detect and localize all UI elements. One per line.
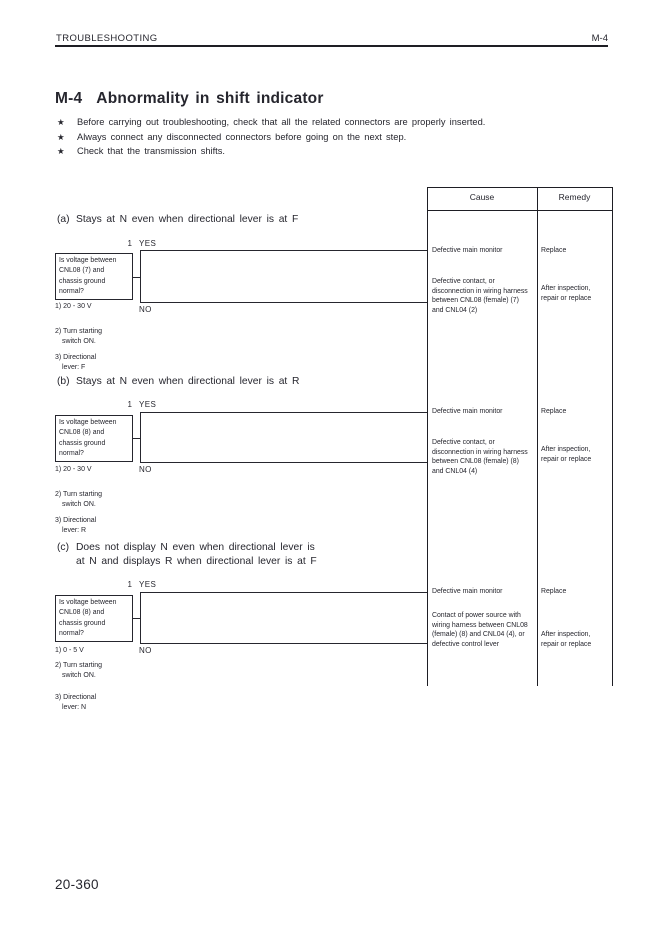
condition-item — [55, 516, 96, 535]
heading-line: Stays at N even when directional lever is at F — [76, 214, 299, 225]
condition-line: lever: F — [62, 363, 86, 371]
cause-text: Defective main monitor — [432, 408, 503, 415]
no-branch-label: NO — [139, 305, 152, 314]
branch-connector-line — [140, 592, 141, 644]
section-heading-text — [76, 541, 317, 569]
table-right-border — [612, 187, 613, 686]
condition-line: 3) Directional — [55, 517, 97, 524]
question-box — [55, 595, 133, 642]
question-line: chassis ground — [59, 439, 106, 447]
question-box — [55, 253, 133, 300]
question-line: Is voltage between — [59, 257, 117, 264]
precaution-text: Always connect any disconnected connectors before going on the next step. — [77, 131, 407, 142]
condition-item — [55, 465, 92, 475]
condition-line: switch ON. — [62, 337, 96, 345]
question-line: CNL08 (8) and — [59, 609, 105, 617]
no-branch-label: NO — [139, 646, 152, 655]
condition-line: 3) Directional — [55, 354, 97, 361]
question-box — [55, 415, 133, 462]
table-left-border — [427, 187, 428, 686]
cause-text: Contact of power source with wiring harness between CNL08 (female) (8) and CNL04 (4), or defective control lever — [432, 612, 528, 649]
condition-line: 1) 20 - 30 V — [55, 466, 92, 473]
question-line: chassis ground — [59, 277, 106, 285]
no-branch-label: NO — [139, 465, 152, 474]
condition-line: 2) Turn starting — [55, 328, 103, 335]
branch-connector-line — [140, 412, 141, 463]
question-line: normal? — [59, 450, 84, 458]
question-line: normal? — [59, 630, 84, 638]
page-title-text: Abnormality in shift indicator — [96, 90, 324, 107]
yes-branch-label: YES — [139, 580, 157, 589]
yes-branch-line — [140, 412, 427, 413]
page-title-code: M-4 — [55, 90, 83, 107]
section-heading — [57, 375, 299, 389]
condition-line: switch ON. — [62, 671, 96, 679]
cause-text: Defective main monitor — [432, 247, 503, 254]
star-bullet-icon: ★ — [57, 146, 65, 157]
condition-line: switch ON. — [62, 500, 96, 508]
header-page-code: M-4 — [591, 33, 608, 44]
box-connector-line — [133, 438, 140, 439]
question-line: normal? — [59, 288, 84, 296]
page-title — [55, 90, 324, 108]
precaution-note — [57, 130, 485, 145]
header-rule — [55, 45, 608, 47]
yes-branch-label: YES — [139, 239, 157, 248]
section-heading-text — [76, 375, 299, 389]
question-line: Is voltage between — [59, 599, 117, 606]
cause-text: Defective contact, or disconnection in wiring harness between CNL08 (female) (8) and CNL04 (4) — [432, 439, 528, 476]
cause-column-header: Cause — [469, 192, 495, 202]
condition-line: 2) Turn starting — [55, 491, 103, 498]
question-line: CNL08 (7) and — [59, 267, 105, 275]
question-line: Is voltage between — [59, 419, 117, 426]
condition-line: lever: N — [62, 703, 87, 711]
condition-item — [55, 302, 92, 312]
no-branch-line — [140, 302, 427, 303]
condition-item — [55, 327, 102, 346]
section-label: (a) — [57, 214, 70, 225]
yes-branch-line — [140, 250, 427, 251]
yes-branch-label: YES — [139, 400, 157, 409]
branch-number: 1 — [127, 239, 132, 248]
remedy-text: After inspection, repair or replace — [541, 631, 592, 648]
cause-text: Defective main monitor — [432, 588, 503, 595]
remedy-text: Replace — [541, 588, 567, 595]
branch-connector-line — [140, 250, 141, 303]
table-header-separator — [427, 210, 613, 211]
remedy-text: After inspection, repair or replace — [541, 285, 592, 302]
condition-line: lever: R — [62, 526, 87, 534]
condition-item — [55, 661, 102, 680]
remedy-text: Replace — [541, 408, 567, 415]
condition-item — [55, 646, 84, 656]
section-heading — [57, 541, 317, 569]
branch-number: 1 — [127, 400, 132, 409]
heading-line: Does not display N even when directional lever is — [76, 542, 315, 553]
condition-line: 1) 20 - 30 V — [55, 303, 92, 310]
header-section-title: TROUBLESHOOTING — [56, 33, 158, 44]
cause-text: Defective contact, or disconnection in wiring harness between CNL08 (female) (7) and CNL04 (2) — [432, 278, 528, 315]
condition-line: 3) Directional — [55, 694, 97, 701]
star-bullet-icon: ★ — [57, 131, 65, 142]
question-line: chassis ground — [59, 619, 106, 627]
table-top-border — [427, 187, 613, 188]
precaution-text: Before carrying out troubleshooting, check that all the related connectors are properly inserted. — [77, 117, 486, 127]
page-number: 20-360 — [55, 877, 99, 892]
yes-branch-line — [140, 592, 427, 593]
section-heading-text — [76, 213, 298, 227]
star-bullet-icon: ★ — [57, 117, 65, 127]
question-line: CNL08 (8) and — [59, 429, 105, 437]
remedy-text: Replace — [541, 247, 567, 254]
condition-line: 1) 0 - 5 V — [55, 647, 84, 654]
condition-line: 2) Turn starting — [55, 662, 103, 669]
precaution-note — [57, 115, 485, 130]
no-branch-line — [140, 643, 427, 644]
precaution-text: Check that the transmission shifts. — [77, 146, 225, 157]
precaution-note — [57, 144, 485, 159]
box-connector-line — [133, 618, 140, 619]
table-column-divider — [537, 187, 538, 686]
box-connector-line — [133, 277, 140, 278]
heading-line: at N and displays R when directional lever is at F — [76, 556, 317, 567]
section-label: (b) — [57, 376, 70, 387]
condition-item — [55, 490, 102, 509]
no-branch-line — [140, 462, 427, 463]
remedy-text: After inspection, repair or replace — [541, 446, 592, 463]
branch-number: 1 — [127, 580, 132, 589]
precaution-notes — [57, 115, 485, 159]
condition-item — [55, 353, 96, 372]
heading-line: Stays at N even when directional lever is at R — [76, 376, 300, 387]
section-heading — [57, 213, 298, 227]
remedy-column-header: Remedy — [558, 192, 591, 202]
condition-item — [55, 693, 96, 712]
section-label: (c) — [57, 542, 70, 553]
